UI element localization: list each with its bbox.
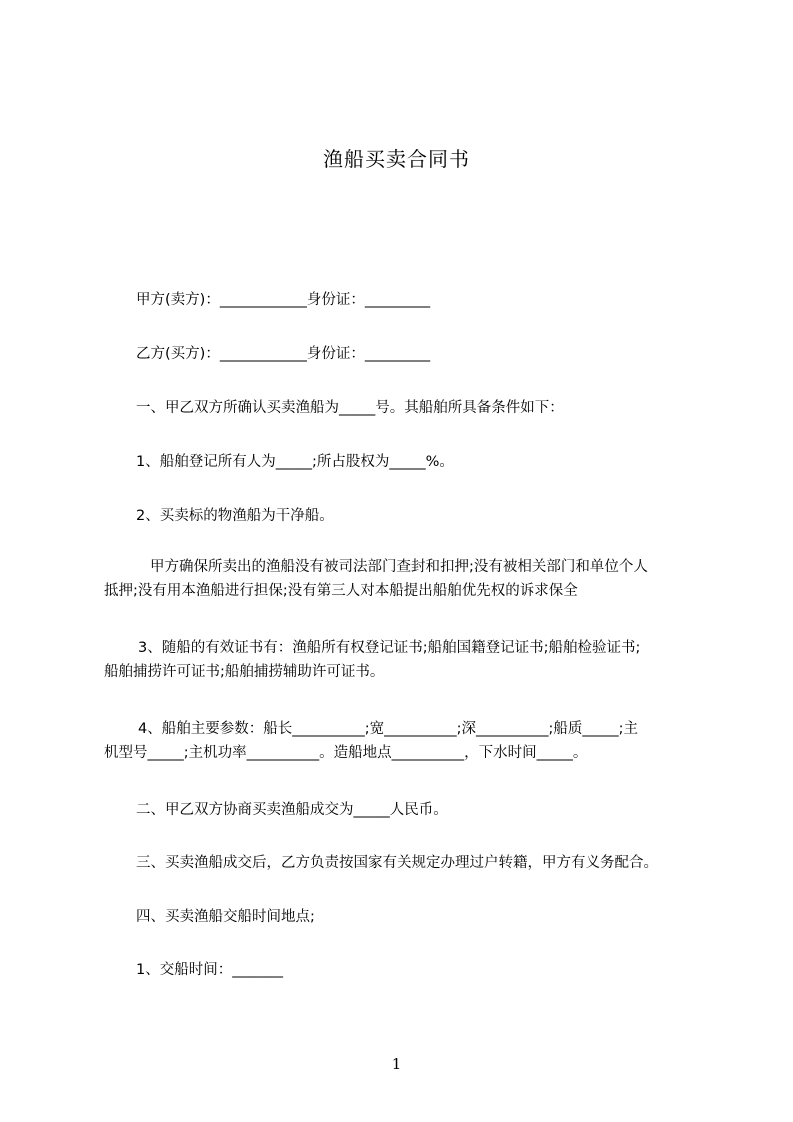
clause-1-item-2b-line2: 抵押;没有用本渔船进行担保;没有第三人对本船提出船舶优先权的诉求保全 — [104, 583, 578, 599]
clause-1-item-4-line2: 机型号_____;主机功率__________。造船地点__________，下水时间_____。 — [104, 745, 588, 761]
party-a-line: 甲方(卖方)：____________身份证：_________ — [136, 292, 431, 308]
clause-3: 三、买卖渔船成交后，乙方负责按国家有关规定办理过户转籍，甲方有义务配合。 — [136, 855, 658, 871]
clause-1-item-1: 1、船舶登记所有人为_____;所占股权为_____%。 — [136, 454, 454, 470]
clause-2: 二、甲乙双方协商买卖渔船成交为_____人民币。 — [136, 802, 448, 818]
page-number: 1 — [391, 1055, 402, 1073]
clause-4-item-1: 1、交船时间：_______ — [136, 962, 283, 978]
clause-1-item-4-line1: 4、船舶主要参数：船长__________;宽__________;深__________;船质_____;主 — [138, 721, 639, 737]
clause-4: 四、买卖渔船交船时间地点; — [136, 909, 315, 925]
clause-1-item-2: 2、买卖标的物渔船为干净船。 — [136, 508, 334, 524]
clause-1-item-2b-line1: 甲方确保所卖出的渔船没有被司法部门查封和扣押;没有被相关部门和单位个人 — [150, 559, 648, 575]
clause-1: 一、甲乙双方所确认买卖渔船为_____号。其船舶所具备条件如下： — [136, 400, 564, 416]
clause-1-item-3-line2: 船舶捕捞许可证书;船舶捕捞辅助许可证书。 — [104, 664, 385, 680]
document-title: 渔船买卖合同书 — [323, 147, 470, 171]
clause-1-item-3-line1: 3、随船的有效证书有：渔船所有权登记证书;船舶国籍登记证书;船舶检验证书; — [138, 640, 641, 656]
party-b-line: 乙方(买方)：____________身份证：_________ — [136, 346, 431, 362]
